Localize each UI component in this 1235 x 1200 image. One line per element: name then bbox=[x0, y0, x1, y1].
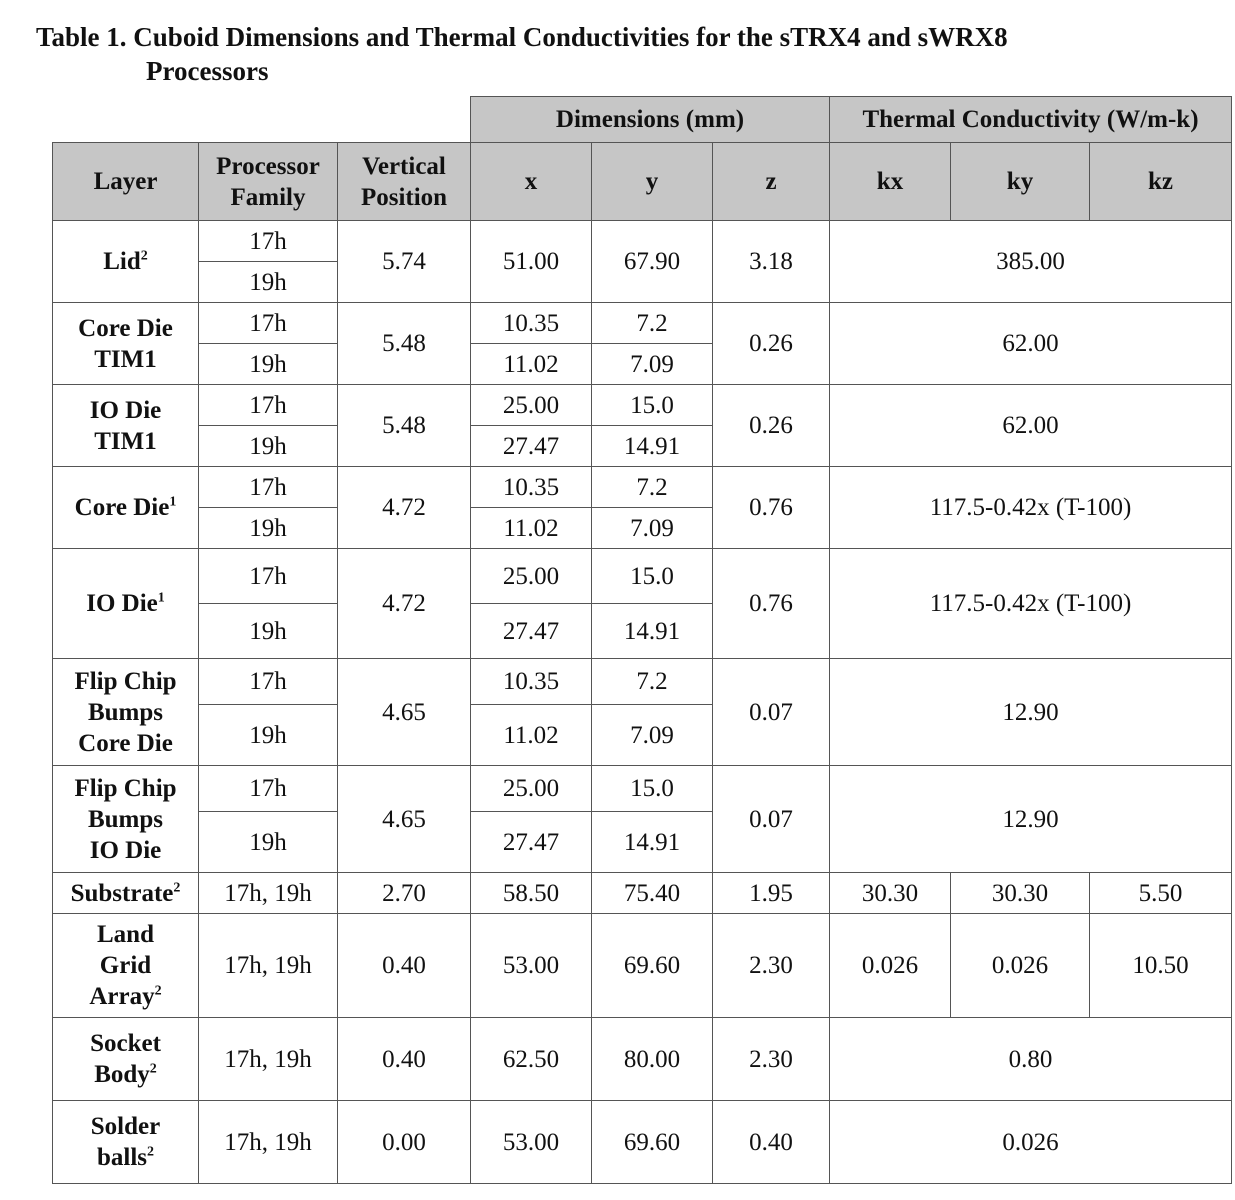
thermal-conductivity-cell: 117.5-0.42x (T-100) bbox=[830, 467, 1232, 549]
table-caption bbox=[36, 20, 1186, 88]
ky-cell: 30.30 bbox=[951, 873, 1090, 914]
processor-family-cell: 17h, 19h bbox=[199, 1101, 338, 1184]
z-cell: 3.18 bbox=[713, 221, 830, 303]
y-cell: 69.60 bbox=[592, 914, 713, 1018]
header-thermal-conductivity: Thermal Conductivity (W/m-k) bbox=[830, 97, 1232, 143]
table-row bbox=[53, 914, 1232, 1018]
header-y: y bbox=[592, 143, 713, 221]
table-row bbox=[53, 221, 1232, 262]
layer-name: Core Die bbox=[78, 314, 173, 342]
vertical-position-cell: 5.74 bbox=[338, 221, 471, 303]
y-cell: 7.2 bbox=[592, 659, 713, 705]
layer-cell bbox=[53, 303, 199, 385]
header-kz: kz bbox=[1090, 143, 1232, 221]
processor-family-cell: 19h bbox=[199, 812, 338, 873]
x-cell: 58.50 bbox=[471, 873, 592, 914]
z-cell: 0.26 bbox=[713, 385, 830, 467]
x-cell: 11.02 bbox=[471, 508, 592, 549]
layer-name: Land bbox=[97, 921, 154, 948]
caption-line-2: Processors bbox=[146, 56, 269, 86]
layer-name: Bumps bbox=[87, 698, 164, 726]
z-cell: 2.30 bbox=[713, 1018, 830, 1101]
header-kx: kx bbox=[830, 143, 951, 221]
vertical-position-cell: 4.65 bbox=[338, 766, 471, 873]
y-cell: 80.00 bbox=[592, 1018, 713, 1101]
vertical-position-cell: 4.72 bbox=[338, 549, 471, 659]
y-cell: 14.91 bbox=[592, 426, 713, 467]
processor-family-cell: 17h, 19h bbox=[199, 914, 338, 1018]
z-cell: 2.30 bbox=[713, 914, 830, 1018]
layer-cell bbox=[53, 221, 199, 303]
x-cell: 10.35 bbox=[471, 303, 592, 344]
header-layer: Layer bbox=[53, 143, 199, 221]
footnote-marker: 2 bbox=[149, 1061, 157, 1077]
processor-family-cell: 17h bbox=[199, 221, 338, 262]
ky-cell: 0.026 bbox=[951, 914, 1090, 1018]
vertical-position-cell: 5.48 bbox=[338, 385, 471, 467]
y-cell: 69.60 bbox=[592, 1101, 713, 1184]
kz-cell: 5.50 bbox=[1090, 873, 1232, 914]
x-cell: 25.00 bbox=[471, 766, 592, 812]
kz-cell: 10.50 bbox=[1090, 914, 1232, 1018]
processor-family-cell: 17h bbox=[199, 659, 338, 705]
header-ky: ky bbox=[951, 143, 1090, 221]
table-row bbox=[53, 467, 1232, 508]
processor-family-cell: 17h bbox=[199, 549, 338, 604]
vertical-position-cell: 0.40 bbox=[338, 1018, 471, 1101]
kx-cell: 0.026 bbox=[830, 914, 951, 1018]
footnote-marker: 2 bbox=[140, 248, 148, 264]
header-vertical-position: Vertical Position bbox=[338, 143, 471, 221]
thermal-conductivity-cell: 385.00 bbox=[830, 221, 1232, 303]
processor-family-cell: 17h bbox=[199, 467, 338, 508]
footnote-marker: 2 bbox=[154, 983, 162, 999]
layer-cell bbox=[53, 766, 199, 873]
vertical-position-cell: 2.70 bbox=[338, 873, 471, 914]
x-cell: 10.35 bbox=[471, 467, 592, 508]
y-cell: 15.0 bbox=[592, 385, 713, 426]
x-cell: 27.47 bbox=[471, 812, 592, 873]
layer-name: TIM1 bbox=[94, 345, 157, 373]
layer-name: Array bbox=[89, 983, 155, 1010]
table-row bbox=[53, 1101, 1232, 1184]
processor-family-cell: 17h, 19h bbox=[199, 873, 338, 914]
x-cell: 11.02 bbox=[471, 344, 592, 385]
layer-name: Flip Chip bbox=[74, 667, 177, 695]
layer-name: Flip Chip bbox=[74, 774, 177, 802]
thermal-conductivity-cell: 62.00 bbox=[830, 385, 1232, 467]
z-cell: 0.26 bbox=[713, 303, 830, 385]
layer-cell bbox=[53, 467, 199, 549]
layer-cell bbox=[53, 659, 199, 766]
table-row bbox=[53, 385, 1232, 426]
thermal-conductivity-cell: 62.00 bbox=[830, 303, 1232, 385]
y-cell: 14.91 bbox=[592, 604, 713, 659]
processor-family-cell: 19h bbox=[199, 262, 338, 303]
x-cell: 25.00 bbox=[471, 549, 592, 604]
kx-cell: 30.30 bbox=[830, 873, 951, 914]
footnote-marker: 2 bbox=[173, 880, 181, 896]
layer-cell bbox=[53, 873, 199, 914]
footnote-marker: 1 bbox=[157, 590, 165, 606]
thermal-conductivity-cell: 0.80 bbox=[830, 1018, 1232, 1101]
x-cell: 27.47 bbox=[471, 604, 592, 659]
table-body bbox=[53, 221, 1232, 1184]
processor-family-cell: 19h bbox=[199, 344, 338, 385]
layer-name: Bumps bbox=[87, 805, 164, 833]
y-cell: 75.40 bbox=[592, 873, 713, 914]
processor-family-cell: 17h bbox=[199, 385, 338, 426]
x-cell: 11.02 bbox=[471, 705, 592, 766]
y-cell: 7.2 bbox=[592, 303, 713, 344]
vertical-position-cell: 5.48 bbox=[338, 303, 471, 385]
layer-name: Grid bbox=[99, 952, 152, 979]
layer-name: IO Die bbox=[89, 836, 162, 864]
y-cell: 67.90 bbox=[592, 221, 713, 303]
footnote-marker: 1 bbox=[169, 494, 177, 510]
caption-line-1: Table 1. Cuboid Dimensions and Thermal Conductivities for the sTRX4 and sWRX8 bbox=[36, 22, 1008, 52]
layer-cell bbox=[53, 914, 199, 1018]
y-cell: 15.0 bbox=[592, 549, 713, 604]
z-cell: 0.76 bbox=[713, 549, 830, 659]
layer-name: Body bbox=[94, 1061, 150, 1088]
thermal-table bbox=[52, 96, 1232, 1184]
vertical-position-cell: 0.00 bbox=[338, 1101, 471, 1184]
x-cell: 53.00 bbox=[471, 1101, 592, 1184]
header-processor-family: Processor Family bbox=[199, 143, 338, 221]
processor-family-cell: 19h bbox=[199, 604, 338, 659]
layer-cell bbox=[53, 1018, 199, 1101]
y-cell: 15.0 bbox=[592, 766, 713, 812]
processor-family-cell: 17h, 19h bbox=[199, 1018, 338, 1101]
table-row bbox=[53, 766, 1232, 812]
processor-family-cell: 19h bbox=[199, 705, 338, 766]
footnote-marker: 2 bbox=[147, 1144, 155, 1160]
table-row bbox=[53, 549, 1232, 604]
layer-cell bbox=[53, 549, 199, 659]
z-cell: 0.07 bbox=[713, 766, 830, 873]
layer-name: Solder bbox=[90, 1113, 161, 1140]
z-cell: 0.07 bbox=[713, 659, 830, 766]
z-cell: 0.76 bbox=[713, 467, 830, 549]
thermal-conductivity-cell: 0.026 bbox=[830, 1101, 1232, 1184]
table-row bbox=[53, 659, 1232, 705]
table-row bbox=[53, 873, 1232, 914]
layer-name: TIM1 bbox=[94, 427, 157, 455]
layer-name: Lid bbox=[103, 248, 141, 275]
z-cell: 0.40 bbox=[713, 1101, 830, 1184]
x-cell: 27.47 bbox=[471, 426, 592, 467]
processor-family-cell: 17h bbox=[199, 303, 338, 344]
x-cell: 25.00 bbox=[471, 385, 592, 426]
vertical-position-cell: 4.72 bbox=[338, 467, 471, 549]
vertical-position-cell: 0.40 bbox=[338, 914, 471, 1018]
processor-family-cell: 17h bbox=[199, 766, 338, 812]
layer-name: Core Die bbox=[74, 494, 170, 521]
layer-name: balls bbox=[96, 1144, 148, 1171]
x-cell: 51.00 bbox=[471, 221, 592, 303]
header-x: x bbox=[471, 143, 592, 221]
layer-name: Socket bbox=[90, 1030, 161, 1057]
x-cell: 10.35 bbox=[471, 659, 592, 705]
layer-cell bbox=[53, 385, 199, 467]
layer-name: Substrate bbox=[70, 879, 174, 907]
y-cell: 7.09 bbox=[592, 508, 713, 549]
thermal-conductivity-cell: 117.5-0.42x (T-100) bbox=[830, 549, 1232, 659]
layer-cell bbox=[53, 1101, 199, 1184]
x-cell: 53.00 bbox=[471, 914, 592, 1018]
table-row bbox=[53, 303, 1232, 344]
y-cell: 7.2 bbox=[592, 467, 713, 508]
vertical-position-cell: 4.65 bbox=[338, 659, 471, 766]
table-row bbox=[53, 1018, 1232, 1101]
layer-name: IO Die bbox=[86, 590, 158, 617]
processor-family-cell: 19h bbox=[199, 508, 338, 549]
thermal-conductivity-cell: 12.90 bbox=[830, 766, 1232, 873]
header-blank bbox=[53, 97, 471, 143]
y-cell: 7.09 bbox=[592, 344, 713, 385]
z-cell: 1.95 bbox=[713, 873, 830, 914]
layer-name: Core Die bbox=[78, 729, 173, 757]
header-z: z bbox=[713, 143, 830, 221]
x-cell: 62.50 bbox=[471, 1018, 592, 1101]
y-cell: 14.91 bbox=[592, 812, 713, 873]
thermal-conductivity-cell: 12.90 bbox=[830, 659, 1232, 766]
y-cell: 7.09 bbox=[592, 705, 713, 766]
layer-name: IO Die bbox=[89, 396, 162, 424]
processor-family-cell: 19h bbox=[199, 426, 338, 467]
header-dimensions: Dimensions (mm) bbox=[471, 97, 830, 143]
